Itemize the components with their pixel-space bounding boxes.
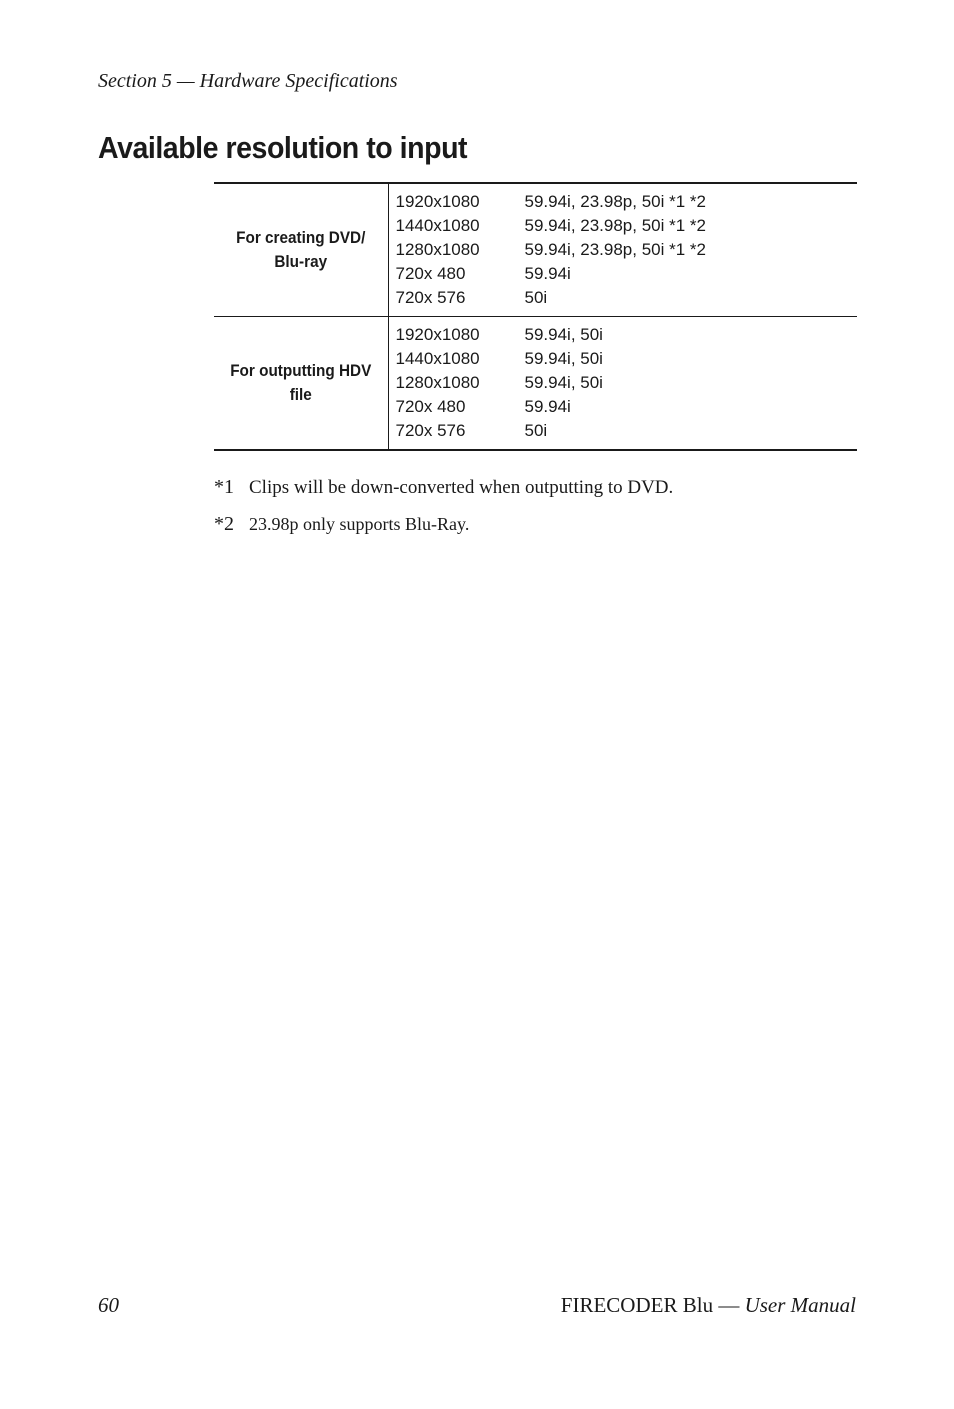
resolution-value: 1440x1080 [395, 349, 480, 368]
list-item [396, 214, 858, 238]
table-row-hdv [214, 317, 857, 451]
footnote-mark: *2 [214, 513, 234, 535]
category-cell [214, 317, 388, 451]
footnote-text: Clips will be down-converted when outputting to DVD. [249, 477, 674, 498]
resolution-table [214, 182, 857, 451]
page-number: 60 [98, 1293, 119, 1317]
footer-title [561, 1293, 856, 1318]
frame-rate-value: 50i [524, 421, 548, 440]
resolution-value: 720x 480 [395, 397, 466, 416]
list-item [396, 262, 858, 286]
list-item [396, 190, 858, 214]
footer-separator: — [718, 1293, 740, 1317]
frame-rate-value: 59.94i, 50i [524, 325, 603, 344]
category-label: For outputting HDV file [230, 361, 372, 404]
frame-rate-value: 59.94i, 50i [524, 349, 603, 368]
list-item [396, 238, 858, 262]
footnote-mark: *1 [214, 476, 234, 498]
resolution-value: 1280x1080 [395, 240, 480, 259]
resolution-value: 720x 576 [395, 421, 466, 440]
footer-doc: User Manual [744, 1293, 856, 1317]
frame-rate-value: 50i [524, 288, 548, 307]
resolution-value: 720x 480 [395, 264, 466, 283]
frame-rate-value: 59.94i, 23.98p, 50i *1 *2 [524, 216, 706, 235]
list-item [396, 323, 858, 347]
running-header: Section 5 — Hardware Specifications [98, 70, 398, 92]
category-cell [214, 183, 388, 317]
resolution-value: 1920x1080 [395, 192, 480, 211]
footnote-2 [214, 513, 469, 536]
footnote-1 [214, 476, 673, 499]
frame-rate-value: 59.94i [524, 397, 571, 416]
resolution-value: 1280x1080 [395, 373, 480, 392]
list-item [396, 347, 858, 371]
resolution-list [388, 183, 857, 317]
frame-rate-value: 59.94i [524, 264, 571, 283]
resolution-value: 1920x1080 [395, 325, 480, 344]
list-item [396, 371, 858, 395]
list-item [396, 419, 858, 443]
category-label: For creating DVD/ Blu-ray [236, 228, 366, 271]
list-item [396, 286, 858, 310]
frame-rate-value: 59.94i, 50i [524, 373, 603, 392]
resolution-value: 1440x1080 [395, 216, 480, 235]
footnote-text: 23.98p only supports Blu-Ray. [249, 514, 470, 534]
page-title: Available resolution to input [98, 130, 468, 165]
table-row-dvd-bluray [214, 183, 857, 317]
footer-product: FIRECODER Blu [560, 1293, 714, 1317]
resolution-value: 720x 576 [395, 288, 466, 307]
resolution-list [388, 317, 857, 451]
frame-rate-value: 59.94i, 23.98p, 50i *1 *2 [524, 192, 706, 211]
list-item [396, 395, 858, 419]
frame-rate-value: 59.94i, 23.98p, 50i *1 *2 [524, 240, 706, 259]
